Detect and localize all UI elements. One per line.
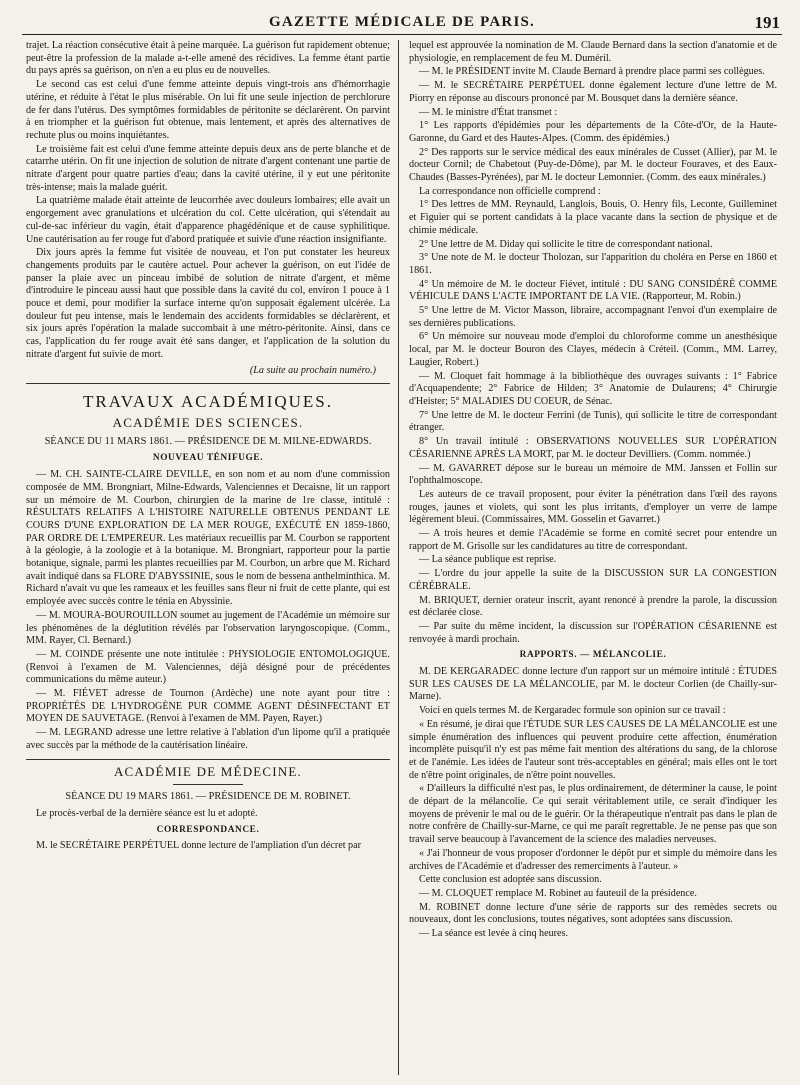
- paragraph: Le troisième fait est celui d'une femme atteinte depuis deux ans de perte blanche et de catarrhe utérin. On fit une injection de solution de nitrate d'argent contenant une partie de nitrate d'argent pour quatre parties d'eau; dans la cavité utérine, il y eut une péritonite très-intense; mais la malade guérit.: [26, 143, 390, 193]
- paragraph: Le second cas est celui d'une femme atteinte depuis vingt-trois ans d'hémorrhagie utérine, et réduite à l'état le plus misérable. On lui fit une seule injection de perchlorure de fer dans l'utérus. Des symptômes formidables de péritonite se déclarèrent. On parvint à en triompher et la guérison fut obtenue, mais lentement, et après des alternatives de rechute plus ou moins inquiétantes.: [26, 79, 390, 141]
- paragraph: « En résumé, je dirai que l'ÉTUDE SUR LES CAUSES DE LA MÉLANCOLIE est une simple énumération des influences qui peuvent produire cette affection, énumération incomplète puisqu'il n'y est pas même fait mention des altérations du sang, de la chlorose et de l'anémie. Les idées de l'auteur sont très-acceptables en général; mais elles ont le tort de n'être point originales, de n'être point nouvelles.: [409, 718, 777, 781]
- paragraph: — Par suite du même incident, la discussion sur l'OPÉRATION CÉSARIENNE est renvoyée à mardi prochain.: [409, 620, 777, 645]
- page-number: 191: [754, 13, 780, 32]
- seance-line: SÉANCE DU 11 MARS 1861. — PRÉSIDENCE DE M. MILNE-EDWARDS.: [44, 435, 372, 447]
- paragraph: — A trois heures et demie l'Académie se forme en comité secret pour entendre un rapport de M. Grisolle sur les candidatures au titre de correspondant.: [409, 528, 777, 552]
- subheading: CORRESPONDANCE.: [156, 824, 260, 835]
- list-item: 8° Un travail intitulé : OBSERVATIONS NOUVELLES SUR L'OPÉRATION CÉSARIENNE APRÈS LA MORT, par M. le docteur Devilliers. (Comm. nommée.): [409, 436, 777, 460]
- paragraph: Cette conclusion est adoptée sans discussion.: [419, 874, 602, 886]
- list-item: 4° Un mémoire de M. le docteur Fiévet, intitulé : DU SANG CONSIDÉRÉ COMME VÉHICULE DANS L'ACTE IMPORTANT DE LA VIE. (Rapporteur, M. Robin.): [409, 278, 777, 303]
- paragraph: lequel est approuvée la nomination de M. Claude Bernard dans la section d'anatomie et de physiologie, en remplacement de feu M. Duméril.: [409, 40, 777, 64]
- paragraph: « J'ai l'honneur de vous proposer d'ordonner le dépôt pur et simple du mémoire dans les archives de l'Académie et d'adresser des remerciments à l'auteur. »: [409, 847, 777, 872]
- paragraph: Voici en quels termes M. de Kergaradec formule son opinion sur ce travail :: [419, 705, 726, 717]
- paragraph: Dix jours après la femme fut visitée de nouveau, et l'on put constater les heureux changements produits par le cautère actuel. Pour achever la guérison, on eut l'idée de panser la plaie avec un pinceau imbibé de solution de nitrate d'argent, et même d'introduire le pinceau aussi haut que possible dans la cavité du col, environ 1 pouce à 1 pouce et demi, pour modifier la surface interne qu'on supposait également ulcérée. La douleur fut peu intense, mais le lendemain des accidents formidables se déclarèrent, et six jours après l'opération la malade succombait à une métro-péritonite. Ainsi, dans ce cas, l'application du fer rouge avait été sans danger, et l'application de la solution du nitrate d'argent fut suivie de mort.: [26, 247, 390, 360]
- paragraph: M. BRIQUET, dernier orateur inscrit, ayant renoncé à prendre la parole, la discussion est déclarée close.: [409, 594, 777, 619]
- seance-line: SÉANCE DU 19 MARS 1861. — PRÉSIDENCE DE M. ROBINET.: [65, 791, 351, 803]
- list-item: — M. GAVARRET dépose sur le bureau un mémoire de MM. Janssen et Follin sur l'ophthalmoscope.: [409, 462, 777, 487]
- section-rule: [26, 759, 390, 760]
- paragraph: trajet. La réaction consécutive était à peine marquée. La guérison fut rapidement obtenue; peut-être la profession de la malade a-t-elle amené des récidives. La femme étant partie du pays après sa guérison, on n'en a eu plus eu de nouvelles.: [26, 40, 390, 77]
- list-item: — M. LEGRAND adresse une lettre relative à l'ablation d'un lipome qu'il a pratiquée avec succès par la méthode de la cautérisation linéaire.: [26, 727, 390, 751]
- list-item: 3° Une note de M. le docteur Tholozan, sur l'apparition du choléra en Perse en 1860 et 1861.: [409, 252, 777, 276]
- paragraph: M. ROBINET donne lecture d'une série de rapports sur des remèdes secrets ou nouveaux, dont les conclusions, toutes négatives, sont adoptées sans discussion.: [409, 901, 777, 926]
- column-divider: [398, 40, 399, 1075]
- list-item: 1° Des lettres de MM. Reynauld, Langlois, Bouis, O. Henry fils, Leconte, Guilleminet et Figuier qui se portent candidats à la place vacante dans la section de physique et de chimie médicale.: [409, 199, 777, 236]
- paragraph: La quatrième malade était atteinte de leucorrhée avec douleurs lombaires; elle avait un engorgement avec granulations et ulcération du col. Cette ulcération, qui s'étendait au cul-de-sac inférieur du vagin, était d'apparence phagédénique et de cause syphilitique. Une cautérisation au fer rouge fut d'abord pratiquée et suivie d'une réaction insignifiante.: [26, 195, 390, 245]
- right-column: [409, 40, 777, 1077]
- paragraph: Les auteurs de ce travail proposent, pour éviter la pénétration dans l'œil des rayons rouges, jaunes et violets, qui sont les plus irritants, d'employer un verre de lampe légèrement bleui. (Commissaires, MM. Gosselin et Gavarret.): [409, 488, 777, 526]
- paragraph: — L'ordre du jour appelle la suite de la DISCUSSION SUR LA CONGESTION CÉRÉBRALE.: [409, 568, 777, 592]
- list-item: — M. CH. SAINTE-CLAIRE DEVILLE, en son nom et au nom d'une commission composée de MM. Brongniart, Milne-Edwards, Valenciennes et Decaisne, lit un rapport sur un mémoire de M. Courbon, chirurgien de la marine de 1re classe, intitulé : RÉSULTATS RELATIFS A L'HISTOIRE NATURELLE OBTENUS PENDANT LE COURS D'UNE EXPLORATION DE LA MER ROUGE, EXÉCUTÉ EN 1859-1860, PAR ORDRE DE L'EMPEREUR. Les matériaux recueillis par M. Courbon se rapportent à la géologie, à la zoologie et à la botanique. M. Brongniart, rapporteur pour la partie botanique, signale, parmi les plantes recueillies par M. Courbon, un arbre que M. Richard avait indiqué dans sa FLORE D'ABYSSINIE, sous le nom de bessena anthelminthica. M. Richard n'avait vu que les rameaux et les feuilles sans fleur ni fruit de cette plante, qui est employée avec succès contre le ténia en Abyssinie.: [26, 469, 390, 608]
- continued-note: (La suite au prochain numéro.): [249, 364, 376, 376]
- paragraph: — M. le ministre d'État transmet :: [419, 106, 558, 118]
- list-item: 5° Une lettre de M. Victor Masson, libraire, accompagnant l'envoi d'un exemplaire de ses dernières publications.: [409, 305, 777, 329]
- paragraph: Le procès-verbal de la dernière séance est lu et adopté.: [36, 807, 258, 819]
- paragraph: « D'ailleurs la difficulté n'est pas, le plus ordinairement, de déterminer la cause, le point de départ de la mélancolie. Ce qui serait véritablement utile, ce serait d'indiquer les moyens de prévenir le mal ou de le guérir. Or la thérapeutique n'entrait pas dans le plan de notre confrère de Chailly-sur-Marne, ce qui me paraît regrettable. Je ne pense pas que son travail serve beaucoup à l'avancement de la science des maladies nerveuses.: [409, 783, 777, 846]
- list-item: 7° Une lettre de M. le docteur Ferrini (de Tunis), qui sollicite le titre de correspondant étranger.: [409, 409, 777, 434]
- paragraph: — M. CLOQUET remplace M. Robinet au fauteuil de la présidence.: [419, 888, 697, 899]
- short-rule: [173, 784, 243, 785]
- paragraph: — La séance publique est reprise.: [419, 554, 557, 566]
- list-item: 1° Les rapports d'épidémies pour les départements de la Côte-d'Or, de la Haute-Garonne, du Gard et des Hautes-Alpes. (Comm. des épidémies.): [409, 120, 777, 144]
- paragraph: M. le SECRÉTAIRE PERPÉTUEL donne lecture de l'ampliation d'un décret par: [36, 840, 361, 852]
- subheading: NOUVEAU TÉNIFUGE.: [152, 453, 264, 464]
- list-item: — M. FIÉVET adresse de Tournon (Ardèche) une note ayant pour titre : PROPRIÉTÉS DE L'HYDROGÈNE PUR COMME AGENT DÉSINFECTANT ET MOYEN DE SAUVETAGE. (Renvoi à l'examen de MM. Payen, Rayer.): [26, 688, 390, 725]
- list-item: — M. Cloquet fait hommage à la bibliothèque des ouvrages suivants : 1° Fabrice d'Acquapendente; 2° Fabrice de Hilden; 3° Anatomie de Dulaurens; 4° Chirurgie d'Heister; 5° MALADIES DU COEUR, de Sénac.: [409, 370, 777, 407]
- paragraph: — M. le PRÉSIDENT invite M. Claude Bernard à prendre place parmi ses collègues.: [419, 66, 765, 78]
- paragraph: — M. le SECRÉTAIRE PERPÉTUEL donne également lecture d'une lettre de M. Piorry en réponse au discours prononcé par M. Bousquet dans la dernière séance.: [409, 80, 777, 104]
- page-header: [22, 8, 782, 35]
- academy-heading: ACADÉMIE DE MÉDECINE.: [113, 763, 303, 779]
- list-item: 6° Un mémoire sur nouveau mode d'emploi du chloroforme comme un anesthésique local, par M. le docteur Bouron des Clayes, médecin à Créteil. (Comm., MM. Larrey, Laugier, Robert.): [409, 331, 777, 368]
- list-item: — M. MOURA-BOUROUILLON soumet au jugement de l'Académie un mémoire sur les phénomènes de la déglutition révélés par l'observation laryngoscopique. (Comm., MM. Rayer, Cl. Bernard.): [26, 609, 390, 647]
- list-item: 2° Une lettre de M. Diday qui sollicite le titre de correspondant national.: [419, 238, 713, 250]
- left-column: [26, 40, 390, 1077]
- section-rule: [26, 383, 390, 384]
- paragraph: M. DE KERGARADEC donne lecture d'un rapport sur un mémoire intitulé : ÉTUDES SUR LES CAUSES DE LA MÉLANCOLIE, par M. le docteur Corlien (de Chailly-sur-Marne).: [409, 666, 777, 703]
- paragraph: — La séance est levée à cinq heures.: [419, 928, 568, 940]
- journal-title: GAZETTE MÉDICALE DE PARIS.: [269, 14, 535, 30]
- list-item: 2° Des rapports sur le service médical des eaux minérales de Cusset (Allier), par M. le docteur Cornil; de Chabetout (Puy-de-Dôme), par M. le docteur Fouraves, et des Eaux-Chaudes (Basses-Pyrénées), par M. le docteur Lemonnier. (Comm. des eaux minérales.): [409, 146, 777, 184]
- section-title: TRAVAUX ACADÉMIQUES.: [82, 392, 333, 412]
- paragraph: La correspondance non officielle comprend :: [419, 185, 601, 197]
- academy-heading: ACADÉMIE DES SCIENCES.: [112, 414, 304, 430]
- subheading: RAPPORTS. — MÉLANCOLIE.: [519, 650, 667, 661]
- list-item: — M. COINDE présente une note intitulée : PHYSIOLOGIE ENTOMOLOGIQUE. (Renvoi à l'examen de M. Valenciennes, déjà désigné pour de précédentes communications du même auteur.): [26, 648, 390, 686]
